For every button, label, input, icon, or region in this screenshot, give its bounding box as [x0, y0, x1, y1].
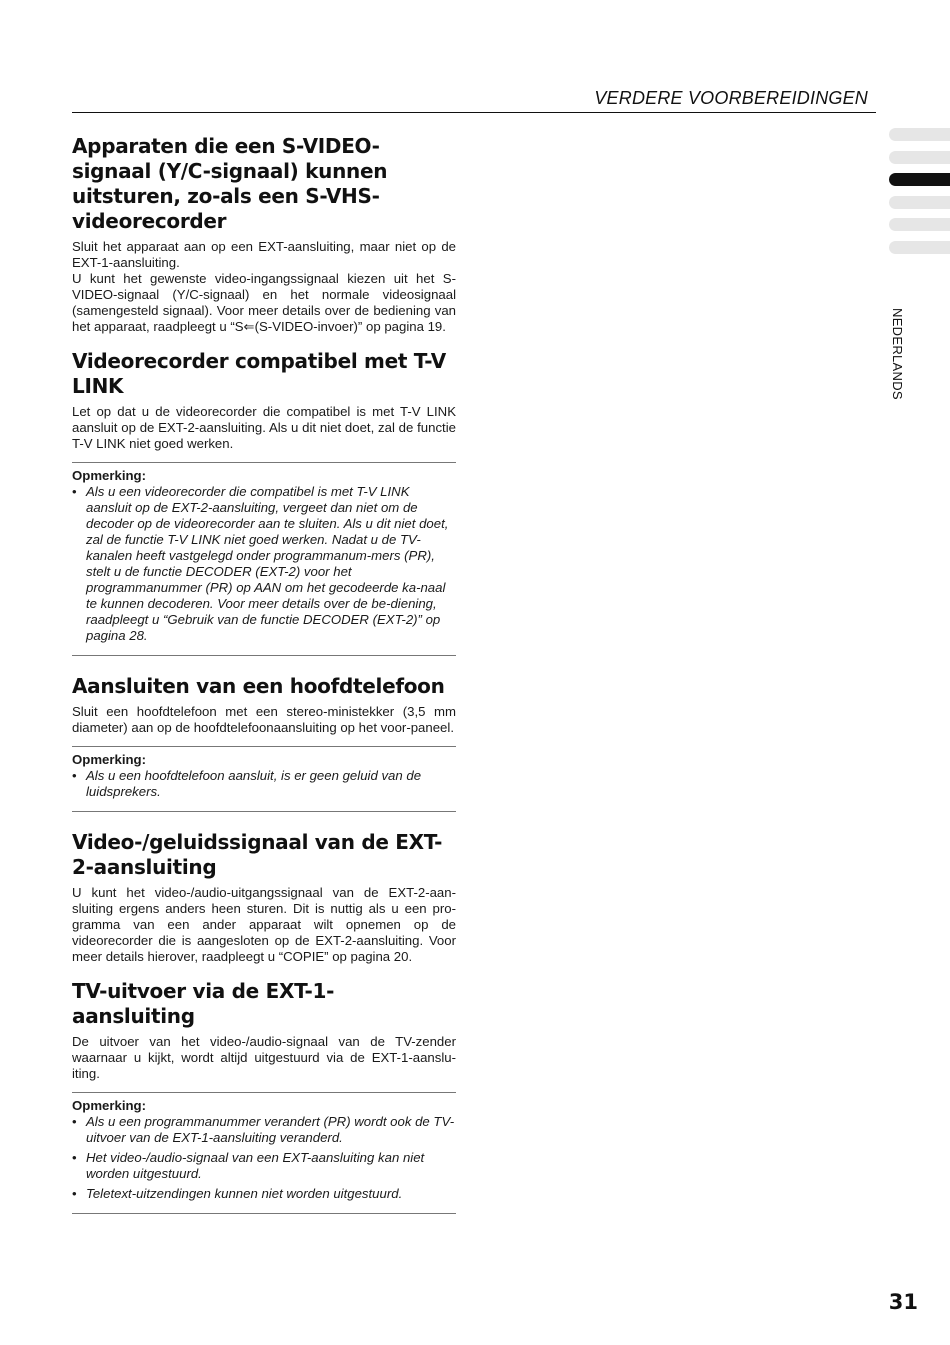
section-paragraph: Sluit een hoofdtelefoon met een stereo-ministekker (3,5 mm diameter) aan op de hoofdtelefoonaansluiting op het voor-paneel. [72, 704, 456, 735]
section-paragraph: De uitvoer van het video-/audio-signaal van de TV-zender waarnaar u kijkt, wordt altijd uitgestuurd via de EXT-1-aanslu-iting. [72, 1034, 456, 1081]
note-list [72, 768, 456, 800]
section-headphones [72, 674, 456, 812]
section-heading: Video-/geluidssignaal van de EXT-2-aansluiting [72, 830, 443, 879]
note-box [72, 746, 456, 812]
side-language-label: NEDERLANDS [890, 308, 905, 400]
page-header-title: VERDERE VOORBEREIDINGEN [594, 88, 868, 108]
section-ext1-output [72, 979, 456, 1214]
note-item: • Als u een hoofdtelefoon aansluit, is er geen geluid van de luidsprekers. [72, 768, 456, 800]
section-heading: TV-uitvoer via de EXT-1-aansluiting [72, 979, 335, 1028]
side-tab-4 [889, 196, 950, 209]
note-item: • Teletext-uitzendingen kunnen niet worden uitgestuurd. [72, 1186, 456, 1202]
section-heading: Videorecorder compatibel met T-V LINK [72, 349, 446, 398]
note-label: Opmerking: [72, 752, 147, 767]
note-item: • Het video-/audio-signaal van een EXT-aansluiting kan niet worden uitgestuurd. [72, 1150, 456, 1182]
note-list [72, 1114, 456, 1202]
side-tab-3-active [889, 173, 950, 186]
section-heading: Apparaten die een S-VIDEO-signaal (Y/C-signaal) kunnen uitsturen, zo-als een S-VHS-videorecorder [72, 134, 388, 233]
note-label: Opmerking: [72, 1098, 147, 1113]
side-tabs [889, 128, 950, 263]
side-tab-1 [889, 128, 950, 141]
note-label: Opmerking: [72, 468, 147, 483]
page-number: 31 [888, 1290, 918, 1314]
section-paragraph: U kunt het gewenste video-ingangssignaal kiezen uit het S-VIDEO-signaal (Y/C-signaal) en het normale videosignaal (samengesteld signaal). Voor meer details over de bediening van het apparaat, raadpleegt u “S⇐(S-VIDEO-invoer)” op pagina 19. [72, 271, 456, 334]
section-paragraph: Let op dat u de videorecorder die compatibel is met T-V LINK aansluit op de EXT-2-aansluiting. Als u dit niet doet, zal de functie T-V LINK niet goed werken. [72, 404, 456, 451]
side-tab-2 [889, 151, 950, 164]
section-paragraph: U kunt het video-/audio-uitgangssignaal van de EXT-2-aan-sluiting ergens anders heen sturen. Dit is nuttig als u een pro-gramma van een ander apparaat wilt opnemen op de videorecorder die is aangesloten op de EXT-2-aansluiting. Voor meer details hierover, raadpleegt u “COPIE” op pagina 20. [72, 885, 456, 964]
side-tab-6 [889, 241, 950, 254]
note-box [72, 462, 456, 656]
main-content [72, 134, 456, 1232]
section-paragraph: Sluit het apparaat aan op een EXT-aansluiting, maar niet op de EXT-1-aansluiting. [72, 239, 456, 270]
section-tv-link [72, 349, 456, 656]
section-s-video [72, 134, 456, 335]
note-item: • Als u een videorecorder die compatibel is met T-V LINK aansluit op de EXT-2-aansluiting, vergeet dan niet om de decoder op de videorecorder aan te sluiten. Als u dit niet doet, zal de functie T-V LINK niet goed werken. Nadat u de TV-kanalen heeft vastgelegd onder programmanum-mers (PR), stelt u de functie DECODER (EXT-2) voor het programmanummer (PR) op AAN om het gecodeerde ka-naal te kunnen decoderen. Voor meer details over de be-diening, raadpleegt u “Gebruik van de functie DECODER (EXT-2)” op pagina 28. [72, 484, 456, 644]
section-heading: Aansluiten van een hoofdtelefoon [72, 674, 445, 698]
note-item: • Als u een programmanummer verandert (PR) wordt ook de TV-uitvoer van de EXT-1-aansluiting veranderd. [72, 1114, 456, 1146]
header-rule [72, 112, 876, 113]
note-box [72, 1092, 456, 1214]
section-ext2-signal [72, 830, 456, 965]
note-list [72, 484, 456, 644]
side-tab-5 [889, 218, 950, 231]
